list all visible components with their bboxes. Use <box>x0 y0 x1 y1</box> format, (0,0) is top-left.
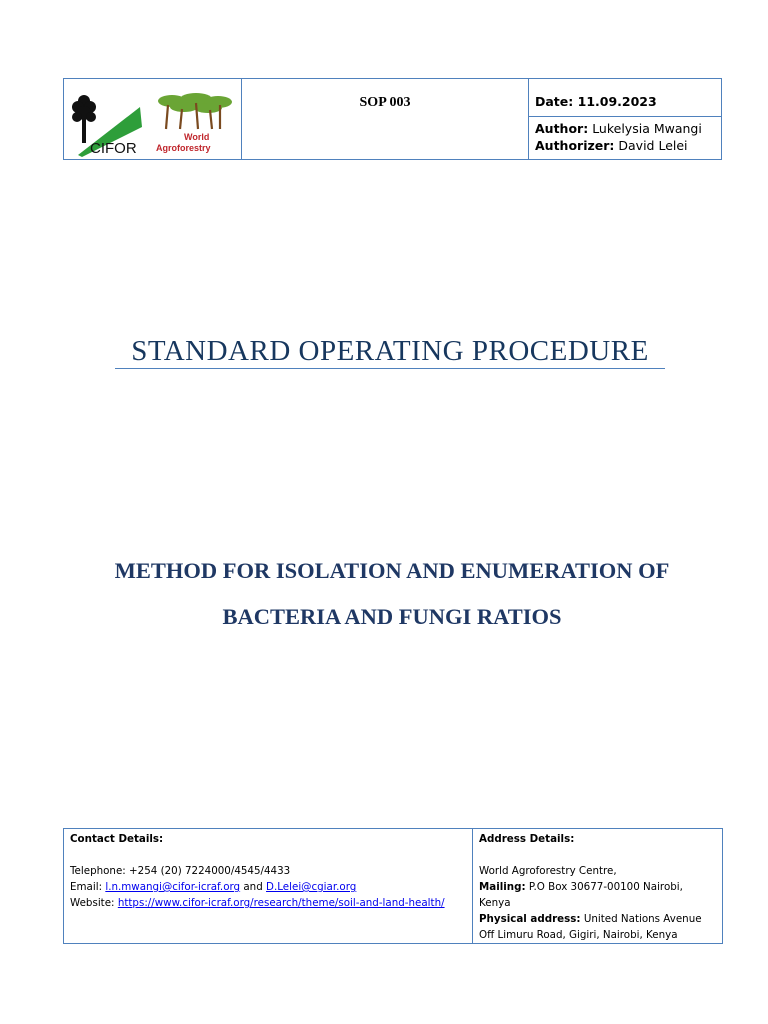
cifor-logo-text: CIFOR <box>90 140 137 157</box>
sop-cell <box>242 79 529 160</box>
subtitle-line-1: METHOD FOR ISOLATION AND ENUMERATION OF <box>114 558 670 583</box>
contact-details-cell <box>64 829 473 944</box>
world-agroforestry-logo <box>154 93 240 155</box>
document-subtitle <box>60 548 724 640</box>
date-value: 11.09.2023 <box>577 94 657 109</box>
address-details-cell <box>473 829 723 944</box>
email-row <box>70 879 466 895</box>
date-label: Date: <box>535 94 574 109</box>
physical-label: Physical address: <box>479 913 581 925</box>
authorizer-row <box>535 137 721 154</box>
wa-logo-text-line2: Agroforestry <box>156 143 211 153</box>
people-block <box>529 117 721 154</box>
mailing-row <box>479 879 716 911</box>
contact-heading: Contact Details: <box>70 833 164 845</box>
cifor-logo <box>68 93 144 157</box>
authorizer-label: Authorizer: <box>535 138 615 153</box>
physical-line-2: Off Limuru Road, Gigiri, Nairobi, Kenya <box>479 929 678 941</box>
header-table <box>63 78 722 160</box>
website-link[interactable]: https://www.cifor-icraf.org/research/theme/soil-and-land-health/ <box>117 897 445 909</box>
email-link-1[interactable]: l.n.mwangi@cifor-icraf.org <box>105 881 241 893</box>
sop-code: SOP 003 <box>359 95 411 110</box>
telephone: Telephone: +254 (20) 7224000/4545/4433 <box>70 865 291 877</box>
logo-cell <box>64 79 242 160</box>
email-link-2[interactable]: D.Lelei@cgiar.org <box>266 881 357 893</box>
subtitle-line-2: BACTERIA AND FUNGI RATIOS <box>222 604 562 629</box>
org-name: World Agroforestry Centre, <box>479 865 617 877</box>
footer-table <box>63 828 723 944</box>
date-row <box>529 79 721 117</box>
email-and: and <box>243 881 263 893</box>
author-row <box>535 120 721 137</box>
physical-row <box>479 911 716 927</box>
mailing-label: Mailing: <box>479 881 526 893</box>
physical-value: United Nations Avenue <box>583 913 702 925</box>
website-row <box>70 895 466 911</box>
address-heading: Address Details: <box>479 833 575 845</box>
website-label: Website: <box>70 897 115 909</box>
author-label: Author: <box>535 121 589 136</box>
page-title: STANDARD OPERATING PROCEDURE <box>115 334 665 369</box>
wa-logo-text-line1: World <box>184 132 210 142</box>
email-label: Email: <box>70 881 103 893</box>
author-value: Lukelysia Mwangi <box>592 121 702 136</box>
meta-cell <box>529 79 722 160</box>
authorizer-value: David Lelei <box>618 138 688 153</box>
mailing-value: P.O Box 30677-00100 Nairobi, Kenya <box>479 881 683 909</box>
